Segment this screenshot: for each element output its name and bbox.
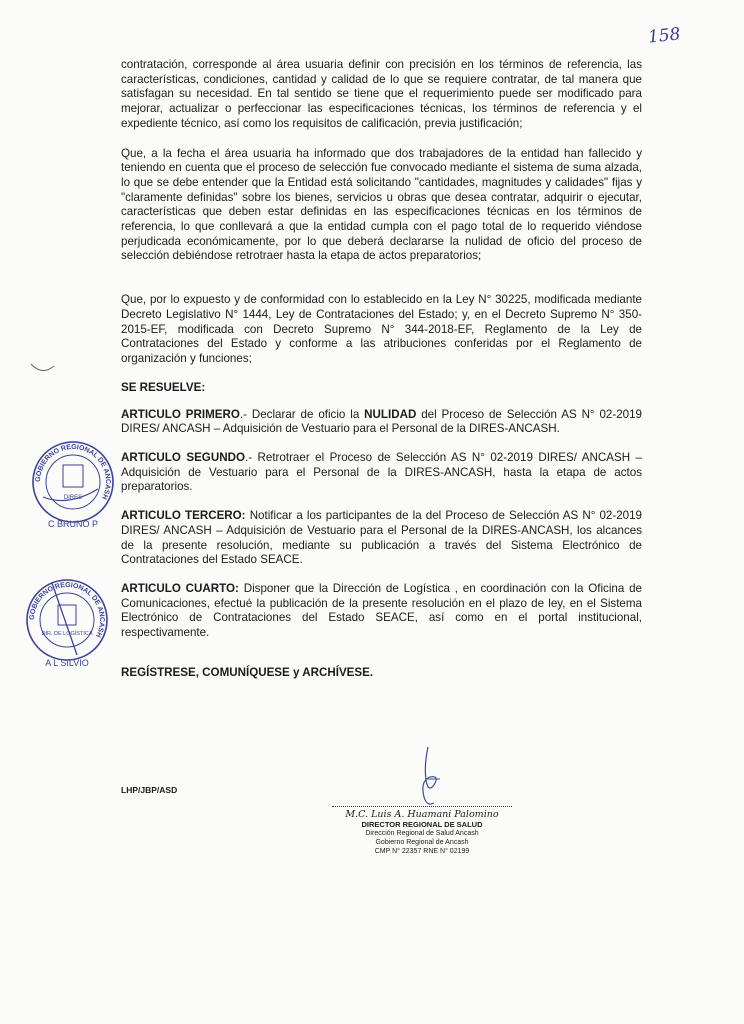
article-2: ARTICULO SEGUNDO.- Retrotraer el Proceso de Selección AS N° 02-2019 DIRES/ ANCASH – Adquisición de Vestuario para el Personal de la DIRES-ANCASH, hasta la etapa de actos preparatorios. xyxy=(121,451,642,494)
logistics-seal-stamp xyxy=(22,575,112,675)
document-body xyxy=(121,58,642,679)
article-3 xyxy=(121,509,642,568)
articles-list xyxy=(121,408,642,641)
official-seal-stamp xyxy=(28,437,118,537)
handwritten-signature xyxy=(400,745,460,810)
initials: LHP/JBP/ASD xyxy=(121,785,178,795)
stamp-signer: A L SILVIO xyxy=(45,658,89,668)
paragraph-que-fallecido: Que, a la fecha el área usuaria ha informado que dos trabajadores de la entidad han fallecido y teniendo en cuenta que el proceso de selección fue convocado mediante el sistema de suma alzada, lo que se debe entender que la Entidad está solicitando "cantidades, magnitudes y calidades" fijas y "claramente definidas" sobre los bienes, servicios u obras que desea contratar, adquirir o ejecutar, características que deben estar definidas en las especificaciones técnicas en los términos de referencia, lo que conllevará a que la entidad cumpla con el pago total de lo requerido viéndose perjudicada económicamente, por lo que deberá declararse la nulidad de oficio del proceso de selección debiéndose retrotraer hasta la etapa de actos preparatorios; xyxy=(121,146,642,263)
stamp-inner-text: DIR. DE LOGÍSTICA xyxy=(41,631,93,637)
paragraph-que-expuesto: Que, por lo expuesto y de conformidad con lo establecido en la Ley N° 30225, modificada mediante Decreto Legislativo N° 1444, Ley de Contrataciones del Estado; y, en el Decreto Supremo N° 350-2015-EF, modificada con Decreto Supremo N° 344-2018-EF, Reglamento de la Ley de Contrataciones del Estado y conforme a las atribuciones conferidas por el Reglamento de organización y funciones; xyxy=(121,293,642,365)
article-label: ARTICULO TERCERO: xyxy=(121,509,246,523)
paragraph-contratacion: contratación, corresponde al área usuaria definir con precisión en los términos de referencia, las características, condiciones, cantidad y calidad de lo que se requiere contratar, de tal manera que satisfagan su necesidad. En tal sentido se tiene que el requerimiento puede ser modificado para mejorar, actualizar o perfeccionar las especificaciones técnicas, los términos de referencia y el expediente técnico, así como los requisitos de calificación, previa justificación; xyxy=(121,58,642,130)
article-text: Disponer que la Dirección de Logística , en coordinación con la Oficina de Comunicaciones, efectué la publicación de la presente resolución en el plazo de ley, en el Sistema Electrónico de Contrataciones del Estado SEACE, así como en el portal institucional, respectivamente. xyxy=(121,581,642,640)
page-number: 158 xyxy=(647,24,682,48)
article-text: Retrotraer el Proceso de Selección AS N° 02-2019 DIRES/ ANCASH – Adquisición de Vestuario para el Personal de la DIRES-ANCASH, hasta la etapa de actos preparatorios. xyxy=(121,451,642,494)
signer-line-2: Gobierno Regional de Ancash xyxy=(375,839,469,846)
margin-mark xyxy=(28,360,58,380)
se-resuelve-heading: SE RESUELVE: xyxy=(121,380,206,394)
article-label: ARTICULO PRIMERO xyxy=(121,407,240,421)
signer-line-1: Dirección Regional de Salud Ancash xyxy=(365,830,479,837)
article-text: Declarar de oficio la xyxy=(251,407,365,421)
stamp-ring-text: GOBIERNO REGIONAL DE ANCASH xyxy=(34,443,112,501)
signer-name: M.C. Luis A. Huamani Palomino xyxy=(345,809,499,820)
article-emphasis: NULIDAD xyxy=(364,407,417,421)
article-text: Notificar a los participantes de la del Proceso de Selección AS N° 02-2019 DIRES/ ANCASH – Adquisición de Vestuario para el Personal de la DIRES-ANCASH, los alcances de la presente resolución, mediante su publicación a través del Sistema Electrónico de Contrataciones del Estado SEACE. xyxy=(121,509,642,567)
stamp-signer: C BRUNO P xyxy=(47,519,99,529)
closing-formula: REGÍSTRESE, COMUNÍQUESE y ARCHÍVESE. xyxy=(121,665,374,679)
signer-line-3: CMP N° 22357 RNE N° 02199 xyxy=(374,848,470,855)
signature-block xyxy=(332,806,512,856)
article-label: ARTICULO SEGUNDO xyxy=(121,451,245,465)
signer-title: DIRECTOR REGIONAL DE SALUD xyxy=(361,820,483,829)
stamp-inner-text: DIRES xyxy=(63,495,83,501)
article-label: ARTICULO CUARTO: xyxy=(121,581,239,595)
stamp-ring-text: GOBIERNO REGIONAL DE ANCASH xyxy=(28,581,106,639)
article-text: del Proceso de Selección AS N° 02-2019 DIRES/ ANCASH – Adquisición de Vestuario para el Personal de la DIRES-ANCASH. xyxy=(121,407,642,436)
article-1: ARTICULO PRIMERO.- Declarar de oficio la NULIDAD del Proceso de Selección AS N° 02-2019 DIRES/ ANCASH – Adquisición de Vestuario para el Personal de la DIRES-ANCASH. xyxy=(121,407,642,436)
article-4 xyxy=(121,582,642,641)
